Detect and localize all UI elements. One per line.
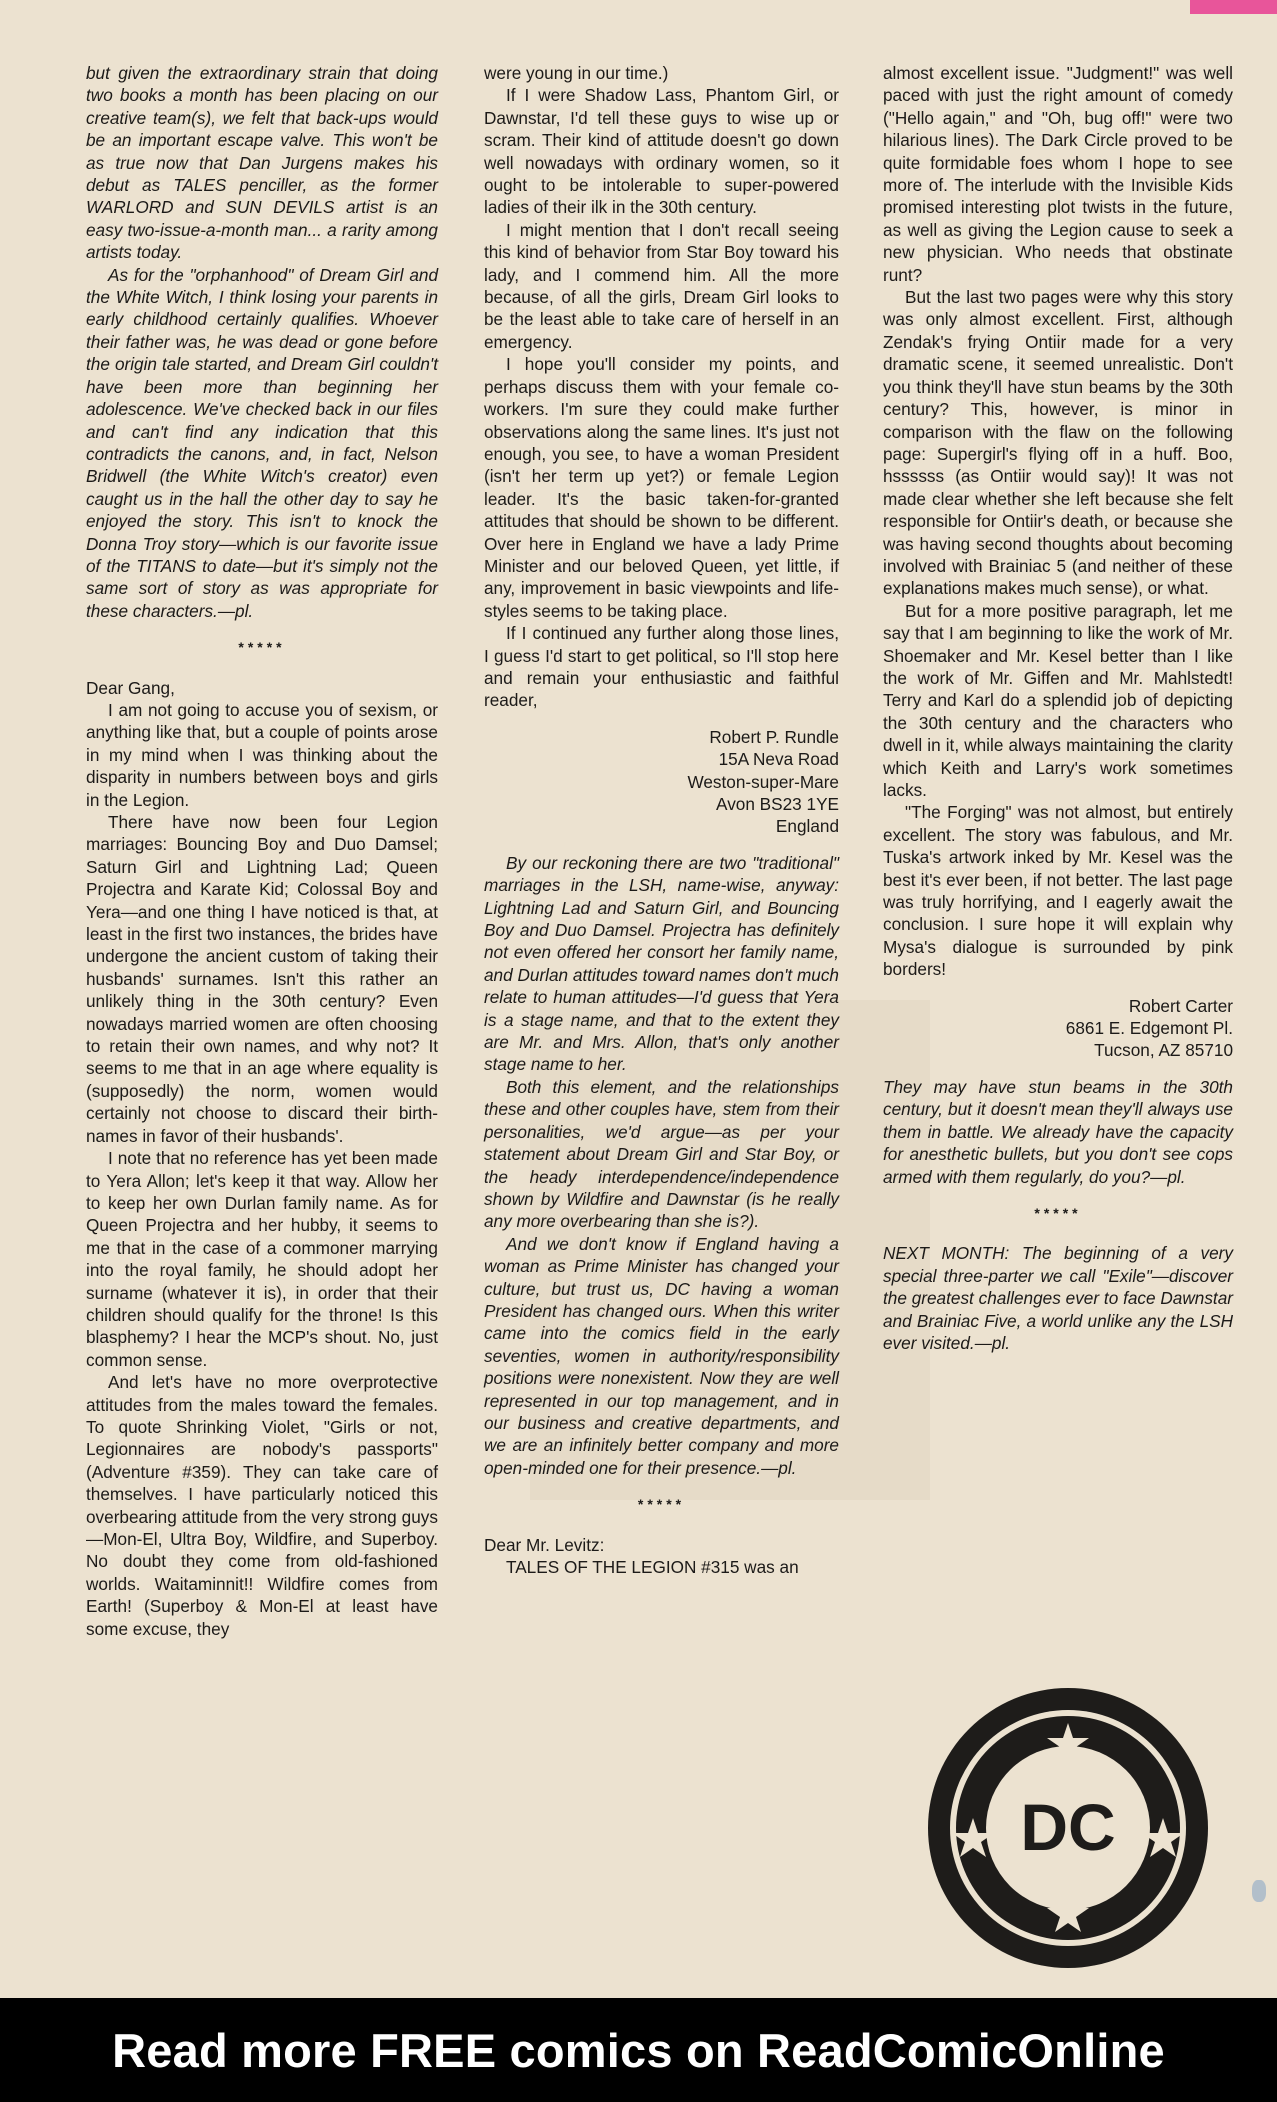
editor-reply-paragraph: They may have stun beams in the 30th century, but it doesn't mean they'll always use them in battle. We already have the capacity for anesthetic bullets, but you don't see cops armed with them regularly, do you?—pl. <box>883 1076 1233 1187</box>
letter-signature <box>883 995 1233 1062</box>
letter-paragraph: There have now been four Legion marriages: Bouncing Boy and Duo Damsel; Saturn Girl and Lightning Lad; Queen Projectra and Karate Kid; Colossal Boy and Yera—and one thing I have noticed is that, at least in the first two instances, the brides have undergone the ancient custom of taking their husbands' surnames. Isn't this rather an unlikely thing in the 30th century? Even nowadays married women are often choosing to retain their own names, and why not? It seems to me that in an age where equality is (supposedly) the norm, women would certainly not choose to discard their birth-names in favor of their husbands'. <box>86 812 438 1146</box>
signature-address: England <box>775 816 839 837</box>
letter-paragraph: I hope you'll consider my points, and perhaps discuss them with your female co-workers. I'm sure they could make further observations along the same lines. It's just not enough, you see, to have a woman President (isn't her term up yet?) or female Legion leader. It's the basic taken-for-granted attitudes that should be shown to be different. Over here in England we have a lady Prime Minister and our beloved Queen, yet little, if any, improvement in basic viewpoints and life-styles seems to be taking place. <box>484 354 839 621</box>
editor-reply-paragraph: And we don't know if England having a woman as Prime Minister has changed your culture, but trust us, DC having a woman President has changed ours. When this writer came into the comics field in the early seventies, women in authority/responsibility positions were nonexistent. Now they are well represented in our top management, and in our business and creative departments, and we are an infinitely better company and more open-minded one for their presence.—pl. <box>484 1233 839 1478</box>
separator-stars: ***** <box>637 1496 686 1513</box>
signature-address: 15A Neva Road <box>718 749 839 770</box>
letter-paragraph: And let's have no more overprotective attitudes from the males toward the females. To quote Shrinking Violet, "Girls or not, Legionnaires are nobody's passports" (Adventure #359). They can take care of themselves. I have particularly noticed this overbearing attitude from the very strong guys—Mon-El, Ultra Boy, Wildfire, and Superboy. No doubt they come from old-fashioned worlds. Waitaminnit!! Wildfire comes from Earth! (Superboy & Mon-El at least have some excuse, they <box>86 1372 438 1639</box>
letters-column-2 <box>484 62 839 1578</box>
editor-reply-paragraph: Both this element, and the relationships these and other couples have, stem from their personalities, we'd argue—as per your statement about Dream Girl and Star Boy, or the heady interdependence/independence shown by Wildfire and Dawnstar (is he really any more overbearing than she is?). <box>484 1076 839 1232</box>
dc-logo <box>918 1678 1218 1978</box>
letter-paragraph: If I were Shadow Lass, Phantom Girl, or Dawnstar, I'd tell these guys to wise up or scram. Their kind of attitude doesn't go down well nowadays with ordinary women, so it ought to be intolerable to super-powered ladies of their ilk in the 30th century. <box>484 85 839 218</box>
letter-salutation: Dear Mr. Levitz: <box>484 1534 605 1555</box>
signature-address: Weston-super-Mare <box>687 771 839 792</box>
next-month-teaser: NEXT MONTH: The beginning of a very special three-parter we call "Exile"—discover the greatest challenges ever to face Dawnstar and Brainiac Five, a world unlike any the LSH ever visited.—pl. <box>883 1243 1233 1353</box>
promo-footer-banner[interactable] <box>0 1998 1277 2102</box>
letter-paragraph: "The Forging" was not almost, but entirely excellent. The story was fabulous, and Mr. Tuska's artwork inked by Mr. Kesel was the best it's ever been, if not better. The last page was truly horrifying, and I eagerly await the conclusion. I sure hope it will explain why Mysa's dialogue is surrounded by pink borders! <box>883 802 1233 980</box>
letter-continued: almost excellent issue. "Judgment!" was well paced with just the right amount of comedy ("Hello again," and "Oh, bug off!" were two hilarious lines). The Dark Circle proved to be quite formidable foes whom I hope to see more of. The interlude with the Invisible Kids promised interesting plot twists in the future, as well as giving the Legion cause to seek a new physician. Who needs that obstinate runt? <box>883 63 1233 285</box>
signature-name: Robert Carter <box>1128 995 1233 1016</box>
letter-continued: were young in our time.) <box>484 63 669 83</box>
editor-reply-paragraph: As for the "orphanhood" of Dream Girl and the White Witch, I think losing your parents in early childhood certainly qualifies. Whoever their father was, he was dead or gone before the origin tale started, and Dream Girl couldn't have been more than beginning her adolescence. We've checked back in our files and can't find any indication that this contradicts the canons, and, in fact, Nelson Bridwell (the White Witch's creator) even caught us in the hall the other day to say he enjoyed the story. This isn't to knock the Donna Troy story—which is our favorite issue of the TITANS to date—but it's simply not the same sort of story as was appropriate for these characters.—pl. <box>86 264 438 621</box>
signature-address: 6861 E. Edgemont Pl. <box>1065 1018 1233 1039</box>
paper-speck <box>1252 1880 1266 1902</box>
letter-signature <box>484 726 839 838</box>
letter-paragraph: If I continued any further along those lines, I guess I'd start to get political, so I'll stop here and remain your enthusiastic and faithful reader, <box>484 623 839 711</box>
separator-stars: ***** <box>238 639 286 656</box>
signature-address: Tucson, AZ 85710 <box>1094 1040 1233 1061</box>
letter-paragraph: But the last two pages were why this story was only almost excellent. First, although Zendak's frying Ontiir made for a very dramatic scene, it seemed unrealistic. Don't you think they'll have stun beams by the 30th century? This, however, is minor in comparison with the flaw on the following page: Supergirl's flying off in a huff. Boo, hssssss (as Ontiir would say)! It was not made clear whether she left because she felt responsible for Ontiir's death, or because she was having second thoughts about becoming involved with Brainiac 5 (and neither of these explanations makes much sense), or what. <box>883 287 1233 599</box>
letter-paragraph: I am not going to accuse you of sexism, or anything like that, but a couple of points arose in my mind when I was thinking about the disparity in numbers between boys and girls in the Legion. <box>86 699 438 810</box>
editor-reply-paragraph: By our reckoning there are two "traditional" marriages in the LSH, name-wise, anyway: Lightning Lad and Saturn Girl, and Bouncing Boy and Duo Damsel. Projectra has definitely not even offered her consort her family name, and Durlan attitudes toward names don't much relate to human attitudes—I'd guess that Yera is a stage name, and that to the extent they are Mr. and Mrs. Allon, that's only another stage name to her. <box>484 852 839 1075</box>
letter-paragraph: TALES OF THE LEGION #315 was an <box>506 1557 799 1577</box>
page-corner-color <box>1190 0 1277 14</box>
letter-salutation: Dear Gang, <box>86 677 175 698</box>
editor-reply-continued: but given the extraordinary strain that doing two books a month has been placing on our creative team(s), we felt that back-ups would be an important escape valve. This won't be as true now that Dan Jurgens makes his debut as TALES penciller, as the former WARLORD and SUN DEVILS artist is an easy two-issue-a-month man... a rarity among artists today. <box>86 63 438 263</box>
letters-column-3 <box>883 62 1233 1354</box>
letter-paragraph: I might mention that I don't recall seeing this kind of behavior from Star Boy toward his lady, and I commend him. All the more because, of all the girls, Dream Girl looks to be the least able to take care of herself in an emergency. <box>484 219 839 352</box>
signature-address: Avon BS23 1YE <box>716 794 839 814</box>
letters-column-1 <box>86 62 438 1640</box>
letter-paragraph: I note that no reference has yet been made to Yera Allon; let's keep it that way. Allow her to keep her own Durlan family name. As for Queen Projectra and her hubby, it seems to me that in the case of a commoner marrying into the royal family, he should adopt her surname (whatever it is), in order that their children should qualify for the throne! Is this blasphemy? I hear the MCP's shout. No, just common sense. <box>86 1148 438 1370</box>
dc-logo-text: DC <box>1020 1790 1116 1864</box>
separator-stars: ***** <box>1034 1204 1082 1221</box>
promo-footer-text[interactable]: Read more FREE comics on ReadComicOnline <box>112 2023 1165 2077</box>
letter-paragraph: But for a more positive paragraph, let me say that I am beginning to like the work of Mr. Shoemaker and Mr. Kesel better than I like the work of Mr. Giffen and Mr. Mahlstedt! Terry and Karl do a splendid job of depicting the 30th century and the characters who dwell in it, while always maintaining the clarity which Keith and Larry's work sometimes lacks. <box>883 600 1233 800</box>
signature-name: Robert P. Rundle <box>709 726 839 747</box>
